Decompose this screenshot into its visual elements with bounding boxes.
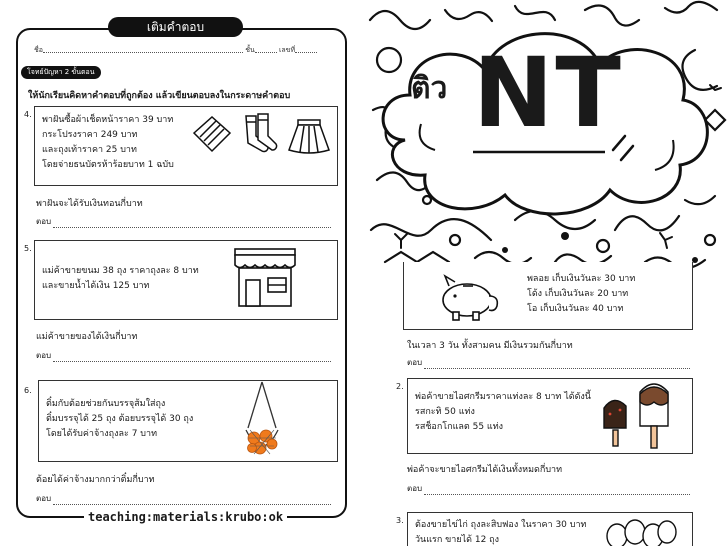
answer-row[interactable] [36,349,331,362]
question-text: ติ๋มกับต้อยช่วยกันบรรจุส้มใส่ถุง ติ๋มบรรจุได้ 25 ถุง ต้อยบรรจุได้ 30 ถุง โดยได้รับค่าจ้างถุงละ 7 บาท [46,399,194,439]
question-number: 6. [24,386,32,395]
question-number: 2. [396,382,404,391]
name-label: ชื่อ [34,46,43,54]
answer-label: ตอบ [407,358,423,367]
question-number: 5. [24,244,32,253]
answer-row[interactable] [36,215,331,228]
class-label: ชั้น [245,46,255,54]
student-info-line [34,45,334,53]
answer-row[interactable] [407,482,690,495]
footer-credit: teaching:materials:krubo:ok [84,510,287,524]
answer-label: ตอบ [36,217,52,226]
worksheet-header-title: เติมคำตอบ [108,17,243,37]
answer-label: ตอบ [36,351,52,360]
socks-icon [238,112,282,156]
question-prompt: พ่อค้าจะขายไอศกรีมได้เงินทั้งหมดกี่บาท [407,465,563,475]
cover-prefix: ติว [411,71,448,106]
answer-field[interactable] [424,361,690,369]
answer-field[interactable] [424,487,690,495]
question-text: พ่อค้าขายไอศกรีมราคาแท่งละ 8 บาท ได้ดังนี้ รสกะทิ 50 แท่ง รสช็อกโกแลต 55 แท่ง [415,392,591,432]
class-field[interactable] [255,45,277,53]
orange-bag-icon [240,380,284,460]
question-text: พาฝันซื้อผ้าเช็ดหน้าราคา 39 บาท กระโปรงราคา 249 บาท และถุงเท้าราคา 25 บาท โดยจ่ายธนบัตรห้าร้อยบาท 1 ฉบับ [42,115,174,170]
instruction-text: ให้นักเรียนคิดหาคำตอบที่ถูกต้อง แล้วเขียนตอบลงในกระดาษคำตอบ [28,91,291,101]
answer-field[interactable] [53,354,331,362]
question-prompt: ในเวลา 3 วัน ทั้งสามคน มีเงินรวมกันกี่บาท [407,341,573,351]
skirt-icon [286,116,332,156]
number-field[interactable] [295,45,317,53]
answer-field[interactable] [53,497,331,505]
cover-panel [365,0,728,546]
question-number: 3. [396,516,404,525]
question-prompt: ต้อยได้ค่าจ้างมากกว่าติ๋มกี่บาท [36,475,155,485]
cover-title: NT [473,37,623,149]
answer-row[interactable] [407,356,690,369]
topic-badge: โจทย์ปัญหา 2 ขั้นตอน [21,66,101,79]
question-prompt: พาฝันจะได้รับเงินทอนกี่บาท [36,199,143,209]
number-label: เลขที่ [278,46,296,54]
name-field[interactable] [43,45,243,53]
answer-label: ตอบ [407,484,423,493]
answer-field[interactable] [53,220,331,228]
question-text: พลอย เก็บเงินวันละ 30 บาท โด้ง เก็บเงินวันละ 20 บาท โอ เก็บเงินวันละ 40 บาท [527,274,636,314]
question-prompt: แม่ค้าขายของได้เงินกี่บาท [36,332,138,342]
question-text: ต้องขายไข่ไก่ ถุงละสิบฟอง ในราคา 30 บาท วันแรก ขายได้ 12 ถุง [415,520,587,545]
answer-row[interactable] [36,492,331,505]
towel-icon [190,113,234,155]
answer-label: ตอบ [36,494,52,503]
ice-cream-icon [600,378,680,454]
question-number: 4. [24,110,32,119]
question-text: แม่ค้าขายขนม 38 ถุง ราคาถุงละ 8 บาท และขายน้ำได้เงิน 125 บาท [42,266,199,291]
eggs-icon [605,516,677,546]
piggy-bank-icon [435,272,501,322]
shop-icon [232,246,298,308]
